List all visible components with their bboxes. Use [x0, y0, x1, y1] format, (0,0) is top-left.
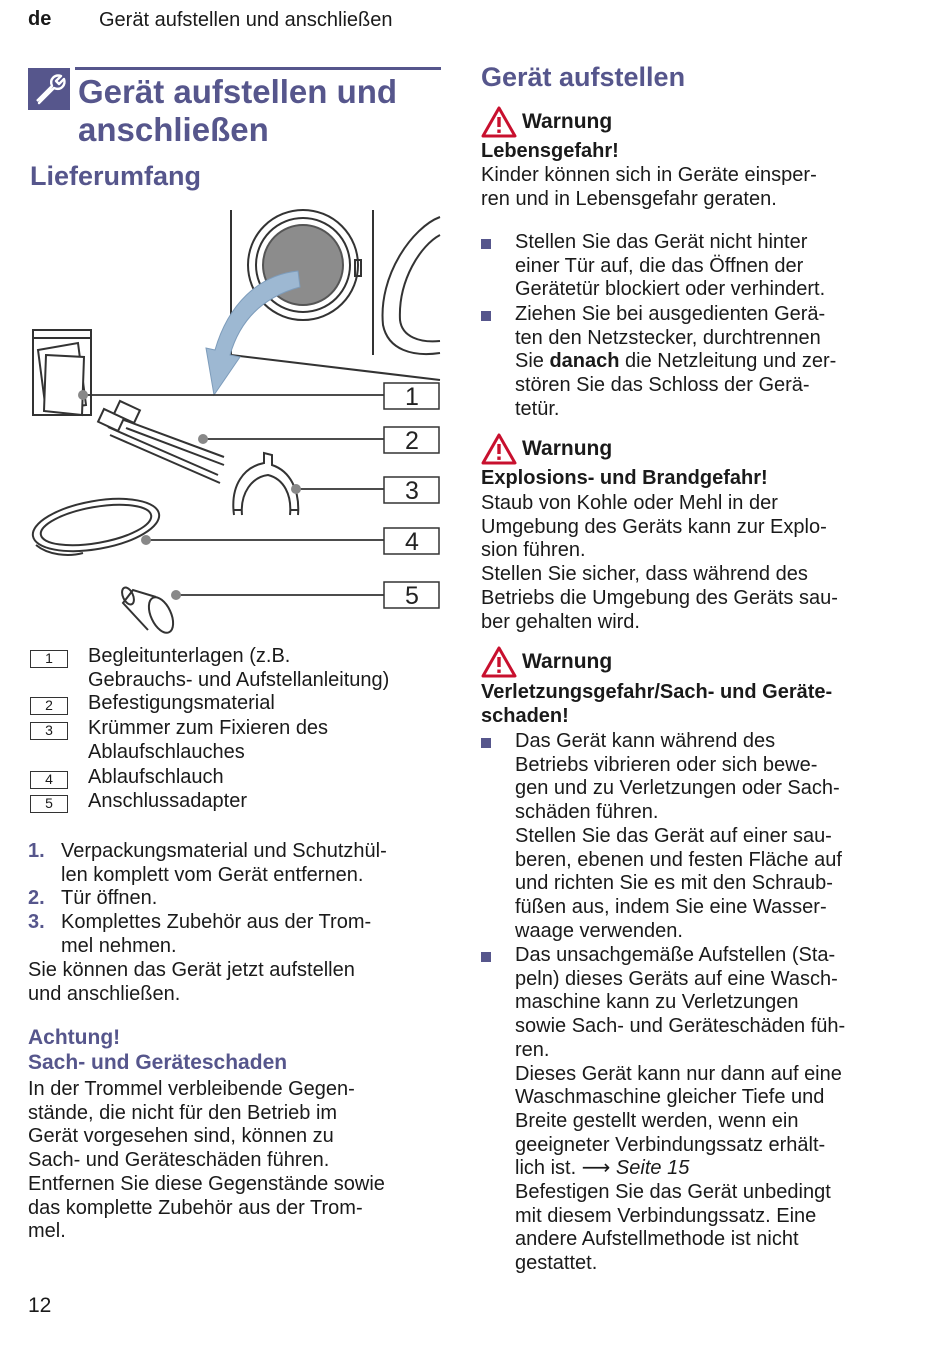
caution-text: In der Trommel verbleibende Gegen- stände, die nicht für den Betrieb im Gerät vorgesehen sind, können zu Sach- und Geräteschäden führen. Entfernen Sie diese Gegenstände sowie das komplette Zubehör aus der Trom- mel. — [28, 1078, 385, 1243]
figure-label-5: 5 — [405, 582, 419, 610]
page-reference-link[interactable]: Seite 15 — [615, 1157, 690, 1180]
hose-drawing — [29, 490, 163, 559]
warning-triangle-icon — [481, 433, 517, 465]
arrow-graphic — [206, 271, 300, 395]
section-heading-geraet-aufstellen: Gerät aufstellen — [481, 62, 686, 92]
page-title: Gerät aufstellen und anschließen — [78, 73, 398, 148]
title-rule — [75, 67, 441, 70]
figure-label-3: 3 — [405, 477, 419, 505]
adapter-drawing — [120, 586, 178, 637]
warning-heading: Verletzungsgefahr/Sach- und Geräte- schaden! — [481, 681, 833, 727]
accessories-figure — [28, 205, 444, 645]
wrench-icon — [28, 68, 70, 110]
warning-triangle-icon — [481, 106, 517, 138]
figure-label-2: 2 — [405, 427, 419, 455]
section-heading-lieferumfang: Lieferumfang — [30, 161, 202, 191]
warning-heading: Explosions- und Brandgefahr! — [481, 467, 768, 489]
after-steps-text: Sie können das Gerät jetzt aufstellen und anschließen. — [28, 959, 355, 1005]
figure-label-1: 1 — [405, 383, 419, 411]
warning-text: Kinder können sich in Geräte einsper- ren und in Lebensgefahr geraten. — [481, 164, 817, 210]
figure-label-4: 4 — [405, 528, 419, 556]
language-code: de — [28, 8, 52, 30]
page-number: 12 — [28, 1294, 52, 1317]
warning-heading: Lebensgefahr! — [481, 140, 619, 162]
warning-triangle-icon — [481, 646, 517, 678]
caution-subtitle: Sach- und Geräteschaden — [28, 1051, 288, 1074]
running-header-title: Gerät aufstellen und anschließen — [99, 9, 393, 31]
warning-text: Staub von Kohle oder Mehl in der Umgebung des Geräts kann zur Explo- sion führen. Stellen Sie sicher, dass während des Betriebs die Umgebung des Geräts sau- ber gehalten wird. — [481, 492, 838, 633]
arrow-right-icon: ⟶ — [581, 1157, 611, 1180]
documents-drawing — [33, 330, 91, 415]
elbow-bracket-drawing — [233, 453, 298, 515]
caution-title: Achtung! — [28, 1026, 121, 1049]
